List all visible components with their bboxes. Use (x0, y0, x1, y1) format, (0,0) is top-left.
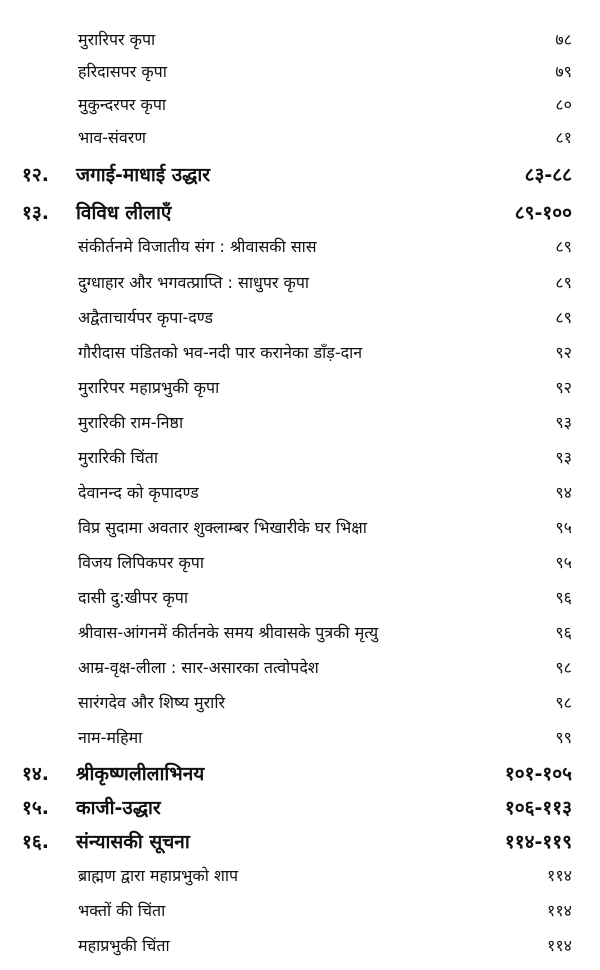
entry-page: ८९ (555, 237, 572, 256)
entry-title: दासी दु:खीपर कृपा (78, 588, 189, 607)
entry-page: ९३ (555, 413, 572, 432)
toc-entry (0, 617, 600, 649)
entry-page: ९५ (555, 553, 572, 572)
entry-title: महाप्रभुकी चिंता (78, 936, 170, 955)
entry-title: मुरारिपर कृपा (78, 30, 156, 49)
toc-entry (0, 231, 600, 263)
entry-page: ८० (555, 95, 572, 114)
entry-title: श्रीवास-आंगनमें कीर्तनके समय श्रीवासके पुत्रकी मृत्यु (78, 623, 379, 642)
toc-entry (0, 722, 600, 754)
toc-chapter (0, 826, 600, 858)
entry-title: मुरारिकी चिंता (78, 448, 159, 467)
entry-page: ११४ (547, 936, 572, 955)
toc-chapter (0, 758, 600, 790)
entry-page: ८९ (555, 308, 572, 327)
entry-page: ९६ (555, 623, 572, 642)
entry-title: अद्वैताचार्यपर कृपा-दण्ड (78, 308, 213, 327)
entry-page: ९४ (555, 483, 572, 502)
entry-page: ९८ (555, 658, 572, 677)
entry-page: ११४ (547, 901, 572, 920)
entry-page: ९२ (555, 343, 572, 362)
entry-title: विजय लिपिकपर कृपा (78, 553, 205, 572)
chapter-pages: ८३-८८ (524, 164, 572, 186)
toc-entry (0, 860, 600, 892)
toc-entry (0, 267, 600, 299)
chapter-pages: ११४-११९ (504, 831, 572, 853)
chapter-title: काजी-उद्धार (76, 797, 161, 819)
chapter-number: १३. (22, 202, 49, 224)
entry-title: नाम-महिमा (78, 728, 143, 747)
chapter-title: जगाई-माधाई उद्धार (76, 164, 211, 186)
chapter-title: संन्यासकी सूचना (76, 831, 190, 853)
chapter-title: श्रीकृष्णलीलाभिनय (76, 763, 205, 785)
toc-entry (0, 687, 600, 719)
entry-title: मुकुन्दरपर कृपा (78, 95, 167, 114)
entry-page: ८१ (555, 128, 572, 147)
toc-entry (0, 407, 600, 439)
entry-title: सारंगदेव और शिष्य मुरारि (78, 693, 226, 712)
chapter-number: १२. (22, 164, 49, 186)
toc-entry (0, 372, 600, 404)
toc-entry (0, 122, 600, 154)
toc-entry (0, 477, 600, 509)
toc-entry (0, 337, 600, 369)
entry-title: संकीर्तनमे विजातीय संग : श्रीवासकी सास (78, 237, 317, 256)
entry-title: आम्र-वृक्ष-लीला : सार-असारका तत्वोपदेश (78, 658, 319, 677)
entry-title: हरिदासपर कृपा (78, 62, 167, 81)
entry-page: ११४ (547, 866, 572, 885)
entry-title: ब्राह्मण द्वारा महाप्रभुको शाप (78, 866, 239, 885)
entry-title: दुग्धाहार और भगवत्प्राप्ति : साधुपर कृपा (78, 273, 310, 292)
toc-chapter (0, 159, 600, 191)
entry-page: ९२ (555, 378, 572, 397)
chapter-title: विविध लीलाएँ (76, 202, 172, 224)
chapter-number: १६. (22, 831, 49, 853)
toc-entry (0, 547, 600, 579)
toc-entry (0, 89, 600, 121)
chapter-number: १४. (22, 763, 49, 785)
entry-page: ९६ (555, 588, 572, 607)
chapter-pages: १०१-१०५ (504, 763, 572, 785)
toc-entry (0, 930, 600, 962)
toc-entry (0, 56, 600, 88)
toc-entry (0, 24, 600, 56)
chapter-pages: १०६-११३ (504, 797, 572, 819)
toc-entry (0, 652, 600, 684)
toc-chapter (0, 792, 600, 824)
toc-entry (0, 582, 600, 614)
entry-page: ९५ (555, 518, 572, 537)
entry-page: ८९ (555, 273, 572, 292)
entry-page: ९९ (555, 728, 572, 747)
toc-chapter (0, 197, 600, 229)
entry-title: भक्तों की चिंता (78, 901, 166, 920)
toc-entry (0, 302, 600, 334)
entry-page: ९३ (555, 448, 572, 467)
entry-title: देवानन्द को कृपादण्ड (78, 483, 199, 502)
entry-title: मुरारिकी राम-निष्ठा (78, 413, 184, 432)
entry-title: विप्र सुदामा अवतार शुक्लाम्बर भिखारीके घर भिक्षा (78, 518, 367, 537)
entry-page: ७९ (555, 62, 572, 81)
entry-page: ७८ (555, 30, 572, 49)
chapter-pages: ८९-१०० (514, 202, 572, 224)
toc-entry (0, 895, 600, 927)
entry-title: मुरारिपर महाप्रभुकी कृपा (78, 378, 220, 397)
entry-title: भाव-संवरण (78, 128, 146, 147)
entry-title: गौरीदास पंडितको भव-नदी पार करानेका डाँड़-दान (78, 343, 363, 362)
toc-entry (0, 512, 600, 544)
chapter-number: १५. (22, 797, 49, 819)
toc-entry (0, 442, 600, 474)
entry-page: ९८ (555, 693, 572, 712)
